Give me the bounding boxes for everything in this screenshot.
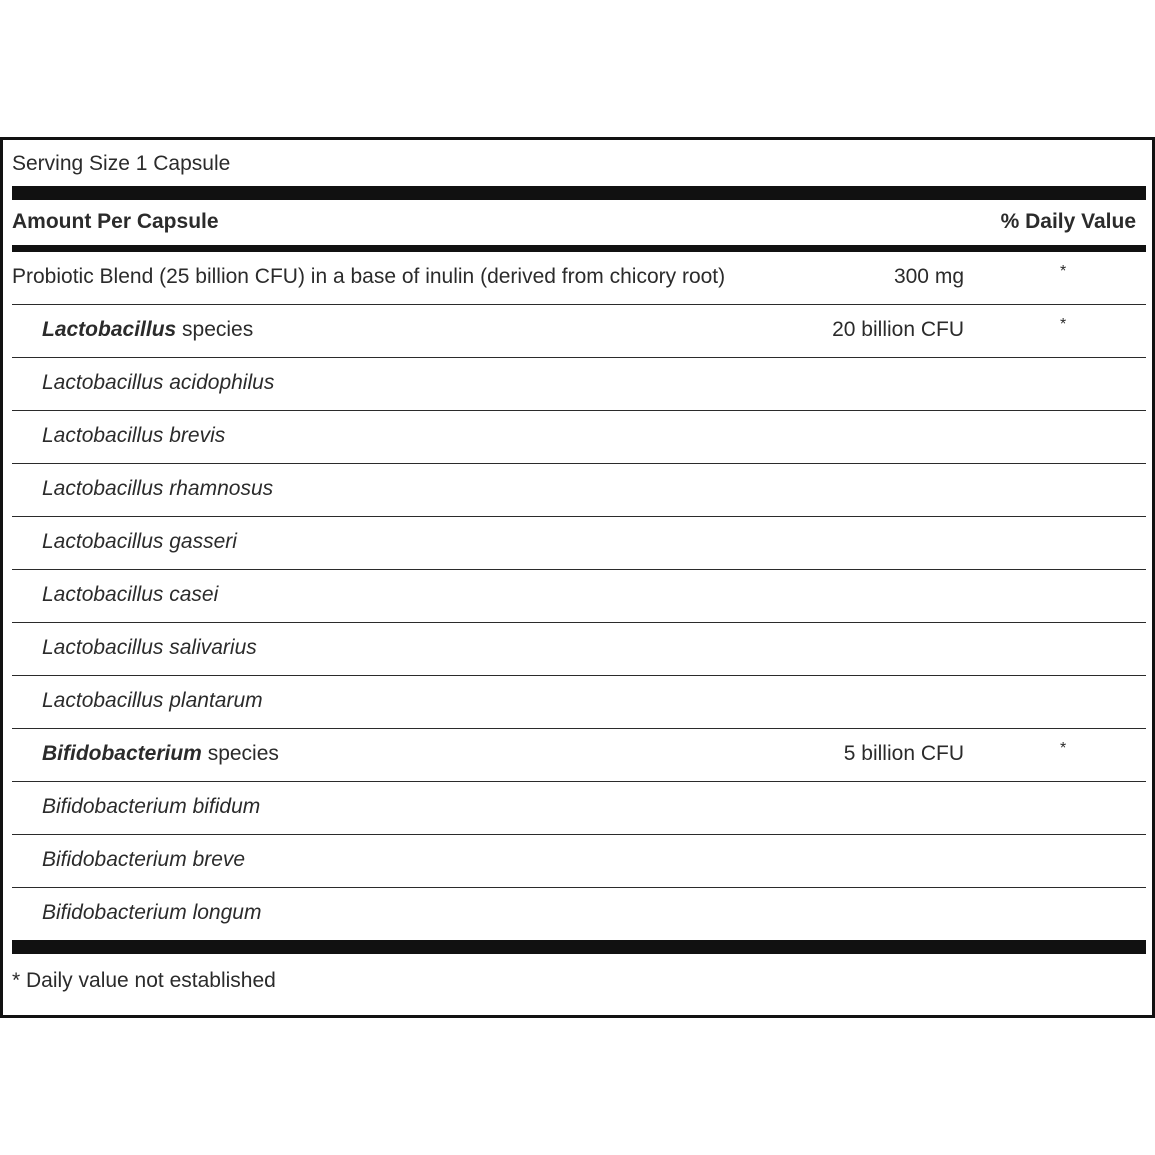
genus-name: Lactobacillus — [42, 318, 177, 341]
table-row — [12, 623, 1146, 676]
table-row — [12, 411, 1146, 464]
ingredient-name: Bifidobacterium longum — [42, 901, 262, 924]
amount-per-capsule-header: Amount Per Capsule — [12, 210, 219, 233]
table-row-bifidobacterium-species — [12, 729, 1146, 782]
ingredient-name: Lactobacillus salivarius — [42, 636, 257, 659]
top-divider-bar — [12, 186, 1146, 200]
species-suffix: species — [201, 742, 279, 765]
daily-value-marker: * — [1060, 263, 1067, 280]
table-row — [12, 464, 1146, 517]
table-row — [12, 888, 1146, 940]
daily-value-marker: * — [1060, 316, 1067, 333]
table-row — [12, 676, 1146, 729]
ingredient-name: Lactobacillus gasseri — [42, 530, 237, 553]
ingredient-name: Lactobacillus rhamnosus — [42, 477, 274, 500]
footnote: * Daily value not established — [12, 969, 276, 992]
bottom-divider-bar — [12, 940, 1146, 954]
supplement-facts-panel — [0, 137, 1155, 1018]
ingredient-name: Probiotic Blend (25 billion CFU) in a base of inulin (derived from chicory root) — [12, 265, 726, 288]
ingredient-name: Bifidobacterium bifidum — [42, 795, 261, 818]
daily-value-header: % Daily Value — [1000, 210, 1136, 233]
table-row — [12, 782, 1146, 835]
serving-size: Serving Size 1 Capsule — [12, 152, 231, 175]
table-row — [12, 517, 1146, 570]
table-row — [12, 835, 1146, 888]
table-row — [12, 358, 1146, 411]
ingredient-name — [42, 317, 253, 343]
table-header — [12, 206, 1136, 242]
ingredient-amount: 20 billion CFU — [832, 318, 964, 341]
table-row — [12, 570, 1146, 623]
ingredient-name — [42, 741, 279, 767]
species-suffix: species — [176, 318, 254, 341]
header-divider — [12, 245, 1146, 252]
ingredient-amount: 5 billion CFU — [843, 742, 964, 765]
ingredient-name: Lactobacillus acidophilus — [42, 371, 275, 394]
table-row-lactobacillus-species — [12, 305, 1146, 358]
table-row-probiotic-blend — [12, 252, 1146, 305]
ingredient-amount: 300 mg — [893, 265, 964, 288]
ingredient-name: Bifidobacterium breve — [42, 848, 246, 871]
ingredient-name: Lactobacillus plantarum — [42, 689, 263, 712]
daily-value-marker: * — [1060, 740, 1067, 757]
genus-name: Bifidobacterium — [42, 742, 202, 765]
ingredient-name: Lactobacillus brevis — [42, 424, 226, 447]
ingredient-name: Lactobacillus casei — [42, 583, 219, 606]
ingredient-list — [12, 252, 1146, 940]
